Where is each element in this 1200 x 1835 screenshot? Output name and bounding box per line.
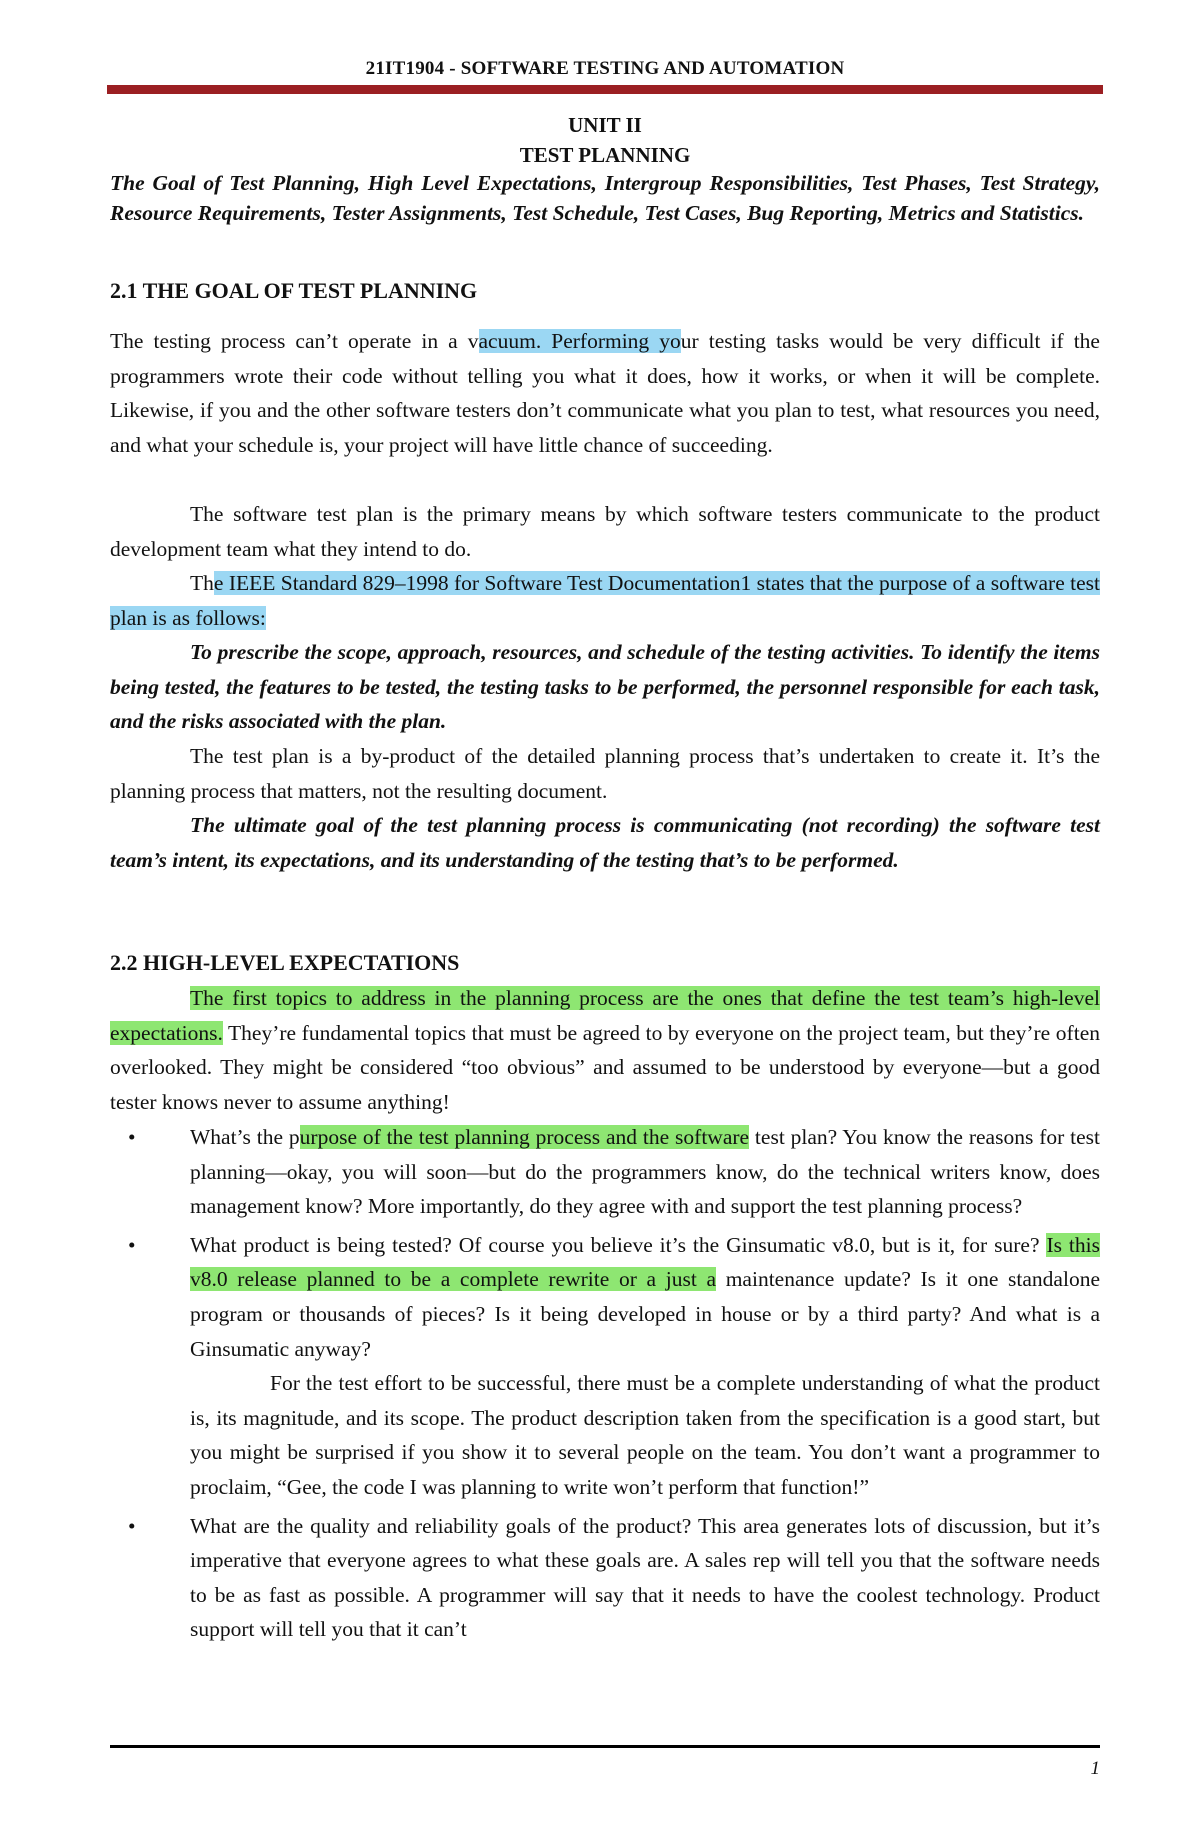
text-span: The testing process can’t operate in a v [110, 329, 479, 353]
running-header: 21IT1904 - SOFTWARE TESTING AND AUTOMATION [365, 58, 845, 79]
header-rule [107, 85, 1103, 94]
page-number: 1 [1090, 1758, 1100, 1779]
text-span: What’s the p [190, 1125, 300, 1149]
text-span: Th [190, 571, 214, 595]
highlight-span: e IEEE Standard 829–1998 for Software Test Documentation1 states that the purpose of a software test plan is as follows: [110, 571, 1100, 630]
paragraph-expectations-intro [110, 981, 1100, 1119]
quote-purpose: To prescribe the scope, approach, resources, and schedule of the testing activities. To identify the items being tested, the features to be tested, the testing tasks to be performed, the personnel responsible for each task, and the risks associated with the plan. [110, 640, 1100, 734]
unit-title: TEST PLANNING [519, 143, 691, 167]
unit-number: UNIT II [568, 113, 642, 137]
section-heading-goal: 2.1 THE GOAL OF TEST PLANNING [110, 278, 478, 303]
text-span: What are the quality and reliability goals of the product? This area generates lots of discussion, but it’s imperative that everyone agrees to what these goals are. A sales rep will tell you that the software needs to be as fast as possible. A programmer will say that it needs to have the coolest technology. Product support will tell you that it can’t [190, 1513, 1100, 1642]
section-heading-expectations: 2.2 HIGH-LEVEL EXPECTATIONS [110, 950, 460, 975]
text-span: They’re fundamental topics that must be agreed to by everyone on the project team, but they’re often overlooked. They might be considered “too obvious” and assumed to be understood by everyone—but a good tester knows never to assume anything! [110, 1020, 1100, 1114]
text-span: test plan? You know the reasons for test planning—okay, you will soon—but do the programmers know, do the technical writers know, does management know? More importantly, do they agree with and support the test planning process? [190, 1125, 1100, 1219]
text-span: What product is being tested? Of course you believe it’s the Ginsumatic v8.0, but is it, for sure? [190, 1232, 1047, 1257]
list-item [110, 1509, 1100, 1647]
expectations-list [110, 1120, 1100, 1647]
list-item [110, 1120, 1100, 1224]
paragraph-by-product: The test plan is a by-product of the detailed planning process that’s undertaken to create it. It’s the planning process that matters, not the resulting document. [110, 744, 1100, 803]
paragraph-test-plan-means: The software test plan is the primary means by which software testers communicate to the product development team what they intend to do. [110, 502, 1100, 561]
bullet-icon: • [128, 1513, 136, 1538]
footer-rule [110, 1745, 1100, 1748]
highlight-span: The first topics to address in the planning process are the ones that define the test team’s high-level expectations. [110, 986, 1100, 1045]
unit-heading [110, 110, 1100, 170]
highlight-span: urpose of the test planning process and the software [299, 1125, 750, 1149]
highlight-span: Is this v8.0 release planned to be a complete rewrite or a just a [190, 1232, 1100, 1292]
highlight-span: acuum. Performing yo [478, 329, 681, 353]
list-item-continuation: For the test effort to be successful, there must be a complete understanding of what the product is, its magnitude, and its scope. The product description taken from the specification is a good start, but you might be surprised if you show it to several people on the team. You don’t want a programmer to proclaim, “Gee, the code I was planning to write won’t perform that function!” [190, 1371, 1100, 1499]
list-item [110, 1228, 1100, 1366]
unit-topics: The Goal of Test Planning, High Level Expectations, Intergroup Responsibilities, Test Phases, Test Strategy, Resource Requirements, Tester Assignments, Test Schedule, Test Cases, Bug Reporting, Metrics and Statistics. [110, 171, 1100, 225]
text-span: maintenance update? Is it one standalone program or thousands of pieces? Is it being developed in house or by a third party? And what is a Ginsumatic anyway? [190, 1267, 1100, 1361]
paragraph-goal-intro [110, 324, 1100, 462]
bullet-icon: • [128, 1125, 136, 1149]
paragraph-ieee-standard [110, 566, 1100, 635]
bullet-icon: • [128, 1232, 136, 1257]
paragraph-ultimate-goal: The ultimate goal of the test planning process is communicating (not recording) the software test team’s intent, its expectations, and its understanding of the testing that’s to be performed. [110, 813, 1100, 872]
text-span: ur testing tasks would be very difficult if the programmers wrote their code without telling you what it does, how it works, or when it will be complete. Likewise, if you and the other software testers don’t communicate what you plan to test, what resources you need, and what your schedule is, your project will have little chance of succeeding. [110, 329, 1100, 457]
